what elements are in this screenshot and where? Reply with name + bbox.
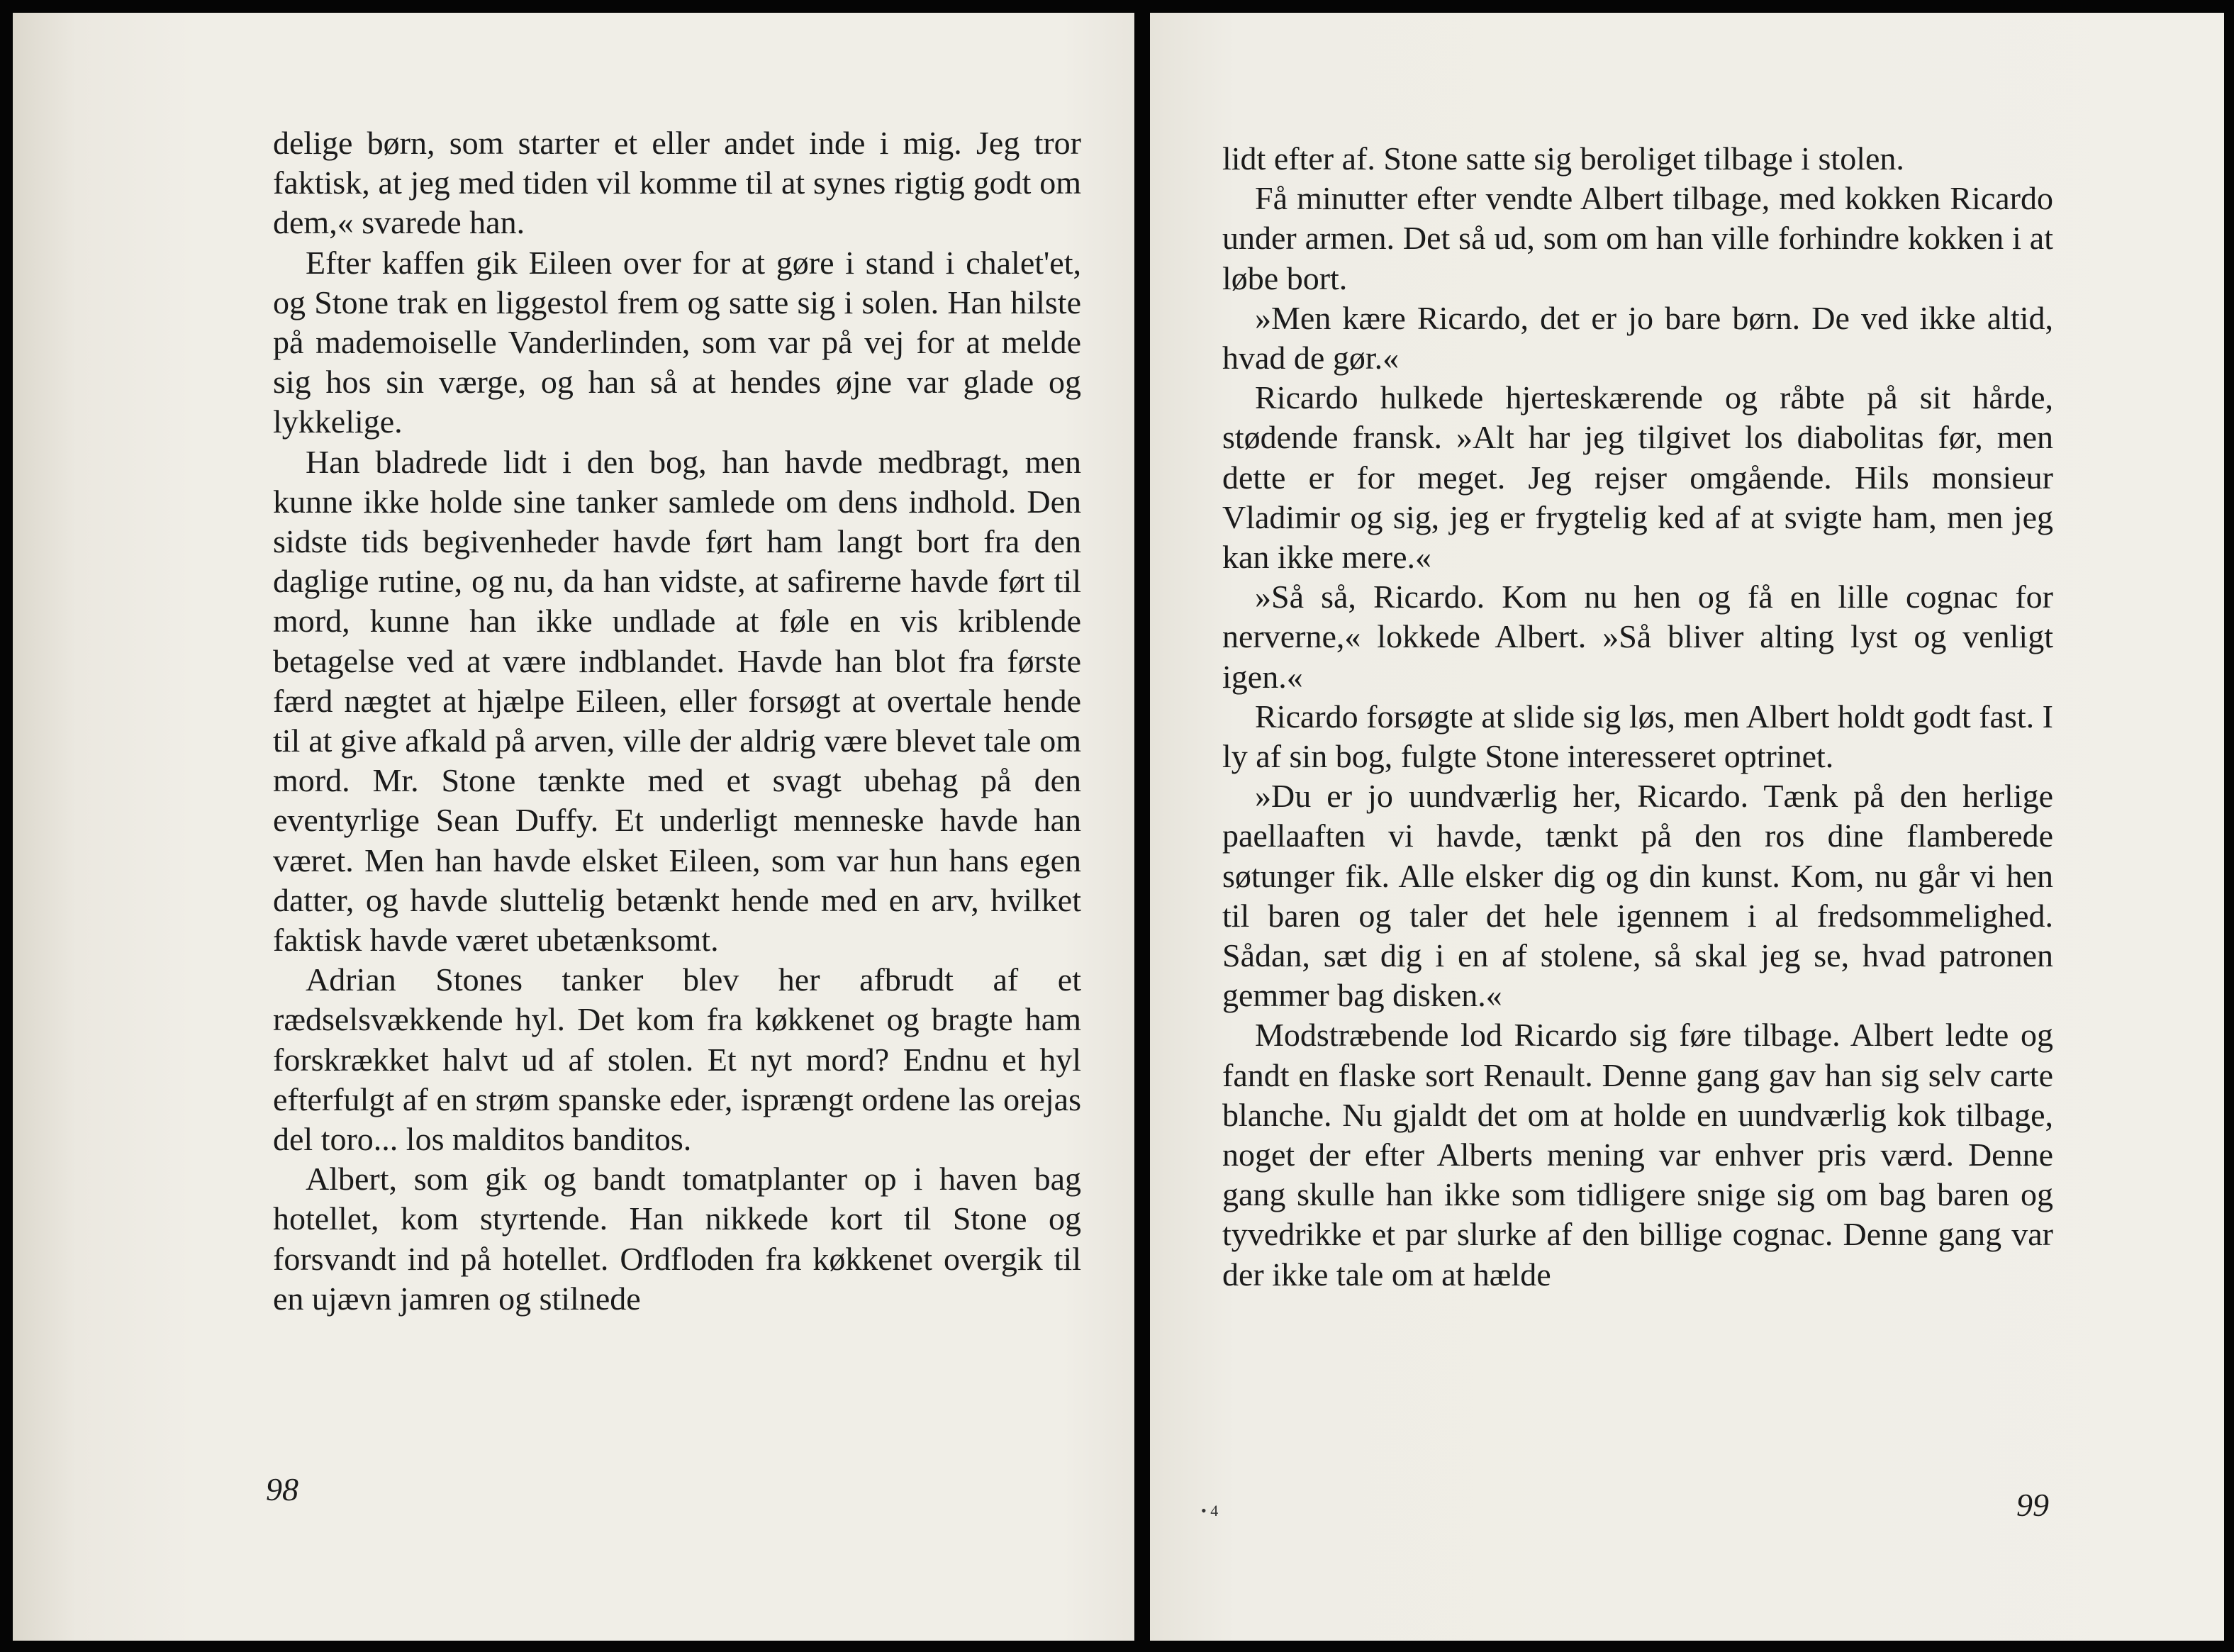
right-page xyxy=(1150,13,2224,1641)
paragraph: Modstræbende lod Ricardo sig føre tilbage. Albert ledte og fandt en flaske sort Renault. Denne gang gav han sig selv carte blanche. Nu gjaldt det om at holde en uundværlig kok tilbage, noget der efter Alberts mening var enhver pris værd. Denne gang skulle han ikke som tidligere snige sig om bag baren og tyvedrikke et par slurke af den billige cognac. Denne gang var der ikke tale om at hælde xyxy=(1222,1017,2053,1293)
left-page xyxy=(13,13,1134,1641)
signature-mark: • 4 xyxy=(1201,1502,1219,1519)
paragraph: Ricardo hulkede hjerteskærende og råbte på sit hårde, stødende fransk. »Alt har jeg tilgivet los diabolitas før, men dette er for meget. Jeg rejser omgående. Hils monsieur Vladimir og sig, jeg er frygtelig ked af at svigte ham, men jeg kan ikke mere.« xyxy=(1222,379,2053,576)
paragraph: lidt efter af. Stone satte sig beroliget tilbage i stolen. xyxy=(1222,140,1904,177)
paragraph: Få minutter efter vendte Albert tilbage, med kokken Ricardo under armen. Det så ud, som om han ville forhindre kokken i at løbe bort. xyxy=(1222,180,2053,296)
paragraph: Han bladrede lidt i den bog, han havde medbragt, men kunne ikke holde sine tanker samlede om dens indhold. Den sidste tids begivenheder havde ført ham langt bort fra den daglige rutine, og nu, da han vidste, at safirerne havde ført til mord, kunne han ikke undlade at føle en vis kriblende betagelse ved at være indblandet. Havde han blot fra første færd nægtet at hjælpe Eileen, eller forsøgt at overtale hende til at give afkald på arven, ville der aldrig være blevet tale om mord. Mr. Stone tænkte med et svagt ubehag på den eventyrlige Sean Duffy. Et underligt menneske havde han været. Men han havde elsket Eileen, som var hun hans egen datter, og havde sluttelig betænkt hende med en arv, hvilket faktisk havde været ubetænksomt. xyxy=(273,443,1081,959)
page-number: 99 xyxy=(2016,1487,2049,1523)
right-page-text xyxy=(1222,139,2053,1295)
paragraph: delige børn, som starter et eller andet inde i mig. Jeg tror faktisk, at jeg med tiden vil komme til at synes rigtig godt om dem,« svarede han. xyxy=(273,125,1081,241)
page-number: 98 xyxy=(266,1471,298,1507)
paragraph: Ricardo forsøgte at slide sig løs, men Albert holdt godt fast. I ly af sin bog, fulgte Stone interesseret optrinet. xyxy=(1222,698,2053,775)
paragraph: »Men kære Ricardo, det er jo bare børn. De ved ikke altid, hvad de gør.« xyxy=(1222,299,2053,376)
paragraph: Albert, som gik og bandt tomatplanter op i haven bag hotellet, kom styrtende. Han nikkede kort til Stone og forsvandt ind på hotellet. Ordfloden fra køkkenet overgik til en ujævn jamren og stilnede xyxy=(273,1161,1081,1317)
paragraph: »Så så, Ricardo. Kom nu hen og få en lille cognac for nerverne,« lokkede Albert. »Så bliver alting lyst og venligt igen.« xyxy=(1222,579,2053,695)
left-page-text xyxy=(273,123,1081,1319)
paragraph: Adrian Stones tanker blev her afbrudt af et rædselsvækkende hyl. Det kom fra køkkenet og bragte ham forskrækket halvt ud af stolen. Et nyt mord? Endnu et hyl efterfulgt af en strøm spanske eder, isprængt ordene las orejas del toro... los malditos banditos. xyxy=(273,961,1081,1158)
paragraph: Efter kaffen gik Eileen over for at gøre i stand i chalet'et, og Stone trak en liggestol frem og satte sig i solen. Han hilste på mademoiselle Vanderlinden, som var på vej for at melde sig hos sin værge, og han så at hendes øjne var glade og lykkelige. xyxy=(273,244,1081,440)
paragraph: »Du er jo uundværlig her, Ricardo. Tænk på den herlige paellaaften vi havde, tænkt på den ros dine flamberede søtunger fik. Alle elsker dig og din kunst. Kom, nu går vi hen til baren og taler det hele igennem i al fredsommelighed. Sådan, sæt dig i en af stolene, så skal jeg se, hvad patronen gemmer bag disken.« xyxy=(1222,778,2053,1014)
